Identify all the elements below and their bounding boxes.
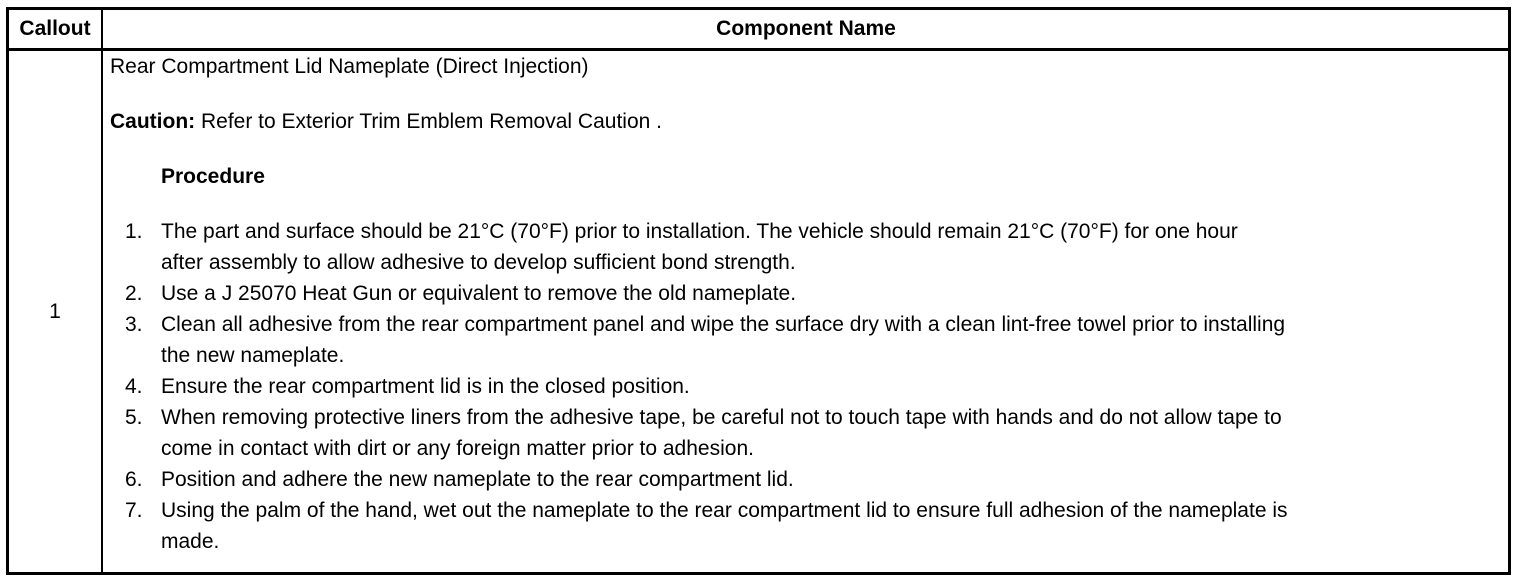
- step-text: Ensure the rear compartment lid is in the closed position.: [161, 375, 690, 398]
- caution-text: Refer to Exterior Trim Emblem Removal Caution .: [195, 110, 662, 133]
- caution-line: [110, 106, 662, 137]
- step-text: made.: [161, 530, 220, 553]
- column-divider: [101, 10, 103, 572]
- procedure-title: Procedure: [161, 165, 265, 188]
- step-number: 2.: [125, 282, 143, 305]
- step-text: Using the palm of the hand, wet out the nameplate to the rear compartment lid to ensure full adhesion of the nameplate is: [161, 499, 1288, 522]
- table-header-row: [9, 10, 1508, 51]
- step-text: come in contact with dirt or any foreign matter prior to adhesion.: [161, 437, 754, 460]
- step-text: the new nameplate.: [161, 344, 345, 367]
- step-text: The part and surface should be 21°C (70°F) prior to installation. The vehicle should remain 21°C (70°F) for one hour: [161, 220, 1238, 243]
- step-text: When removing protective liners from the adhesive tape, be careful not to touch tape with hands and do not allow tape to: [161, 406, 1282, 429]
- step-text: after assembly to allow adhesive to develop sufficient bond strength.: [161, 251, 796, 274]
- caution-label: Caution:: [110, 110, 196, 133]
- step-text: Clean all adhesive from the rear compartment panel and wipe the surface dry with a clean lint-free towel prior to installing: [161, 313, 1286, 336]
- component-name: Rear Compartment Lid Nameplate (Direct Injection): [110, 55, 589, 78]
- step-number: 7.: [125, 499, 143, 522]
- step-number: 1.: [125, 220, 143, 243]
- step-number: 5.: [125, 406, 143, 429]
- step-number: 3.: [125, 313, 143, 336]
- step-text: Use a J 25070 Heat Gun or equivalent to remove the old nameplate.: [161, 282, 797, 305]
- callout-number: 1: [49, 299, 61, 323]
- step-number: 4.: [125, 375, 143, 398]
- step-text: Position and adhere the new nameplate to the rear compartment lid.: [161, 468, 794, 491]
- header-component-name: Component Name: [716, 17, 896, 40]
- header-callout: Callout: [19, 17, 91, 40]
- step-number: 6.: [125, 468, 143, 491]
- component-table: [6, 7, 1511, 575]
